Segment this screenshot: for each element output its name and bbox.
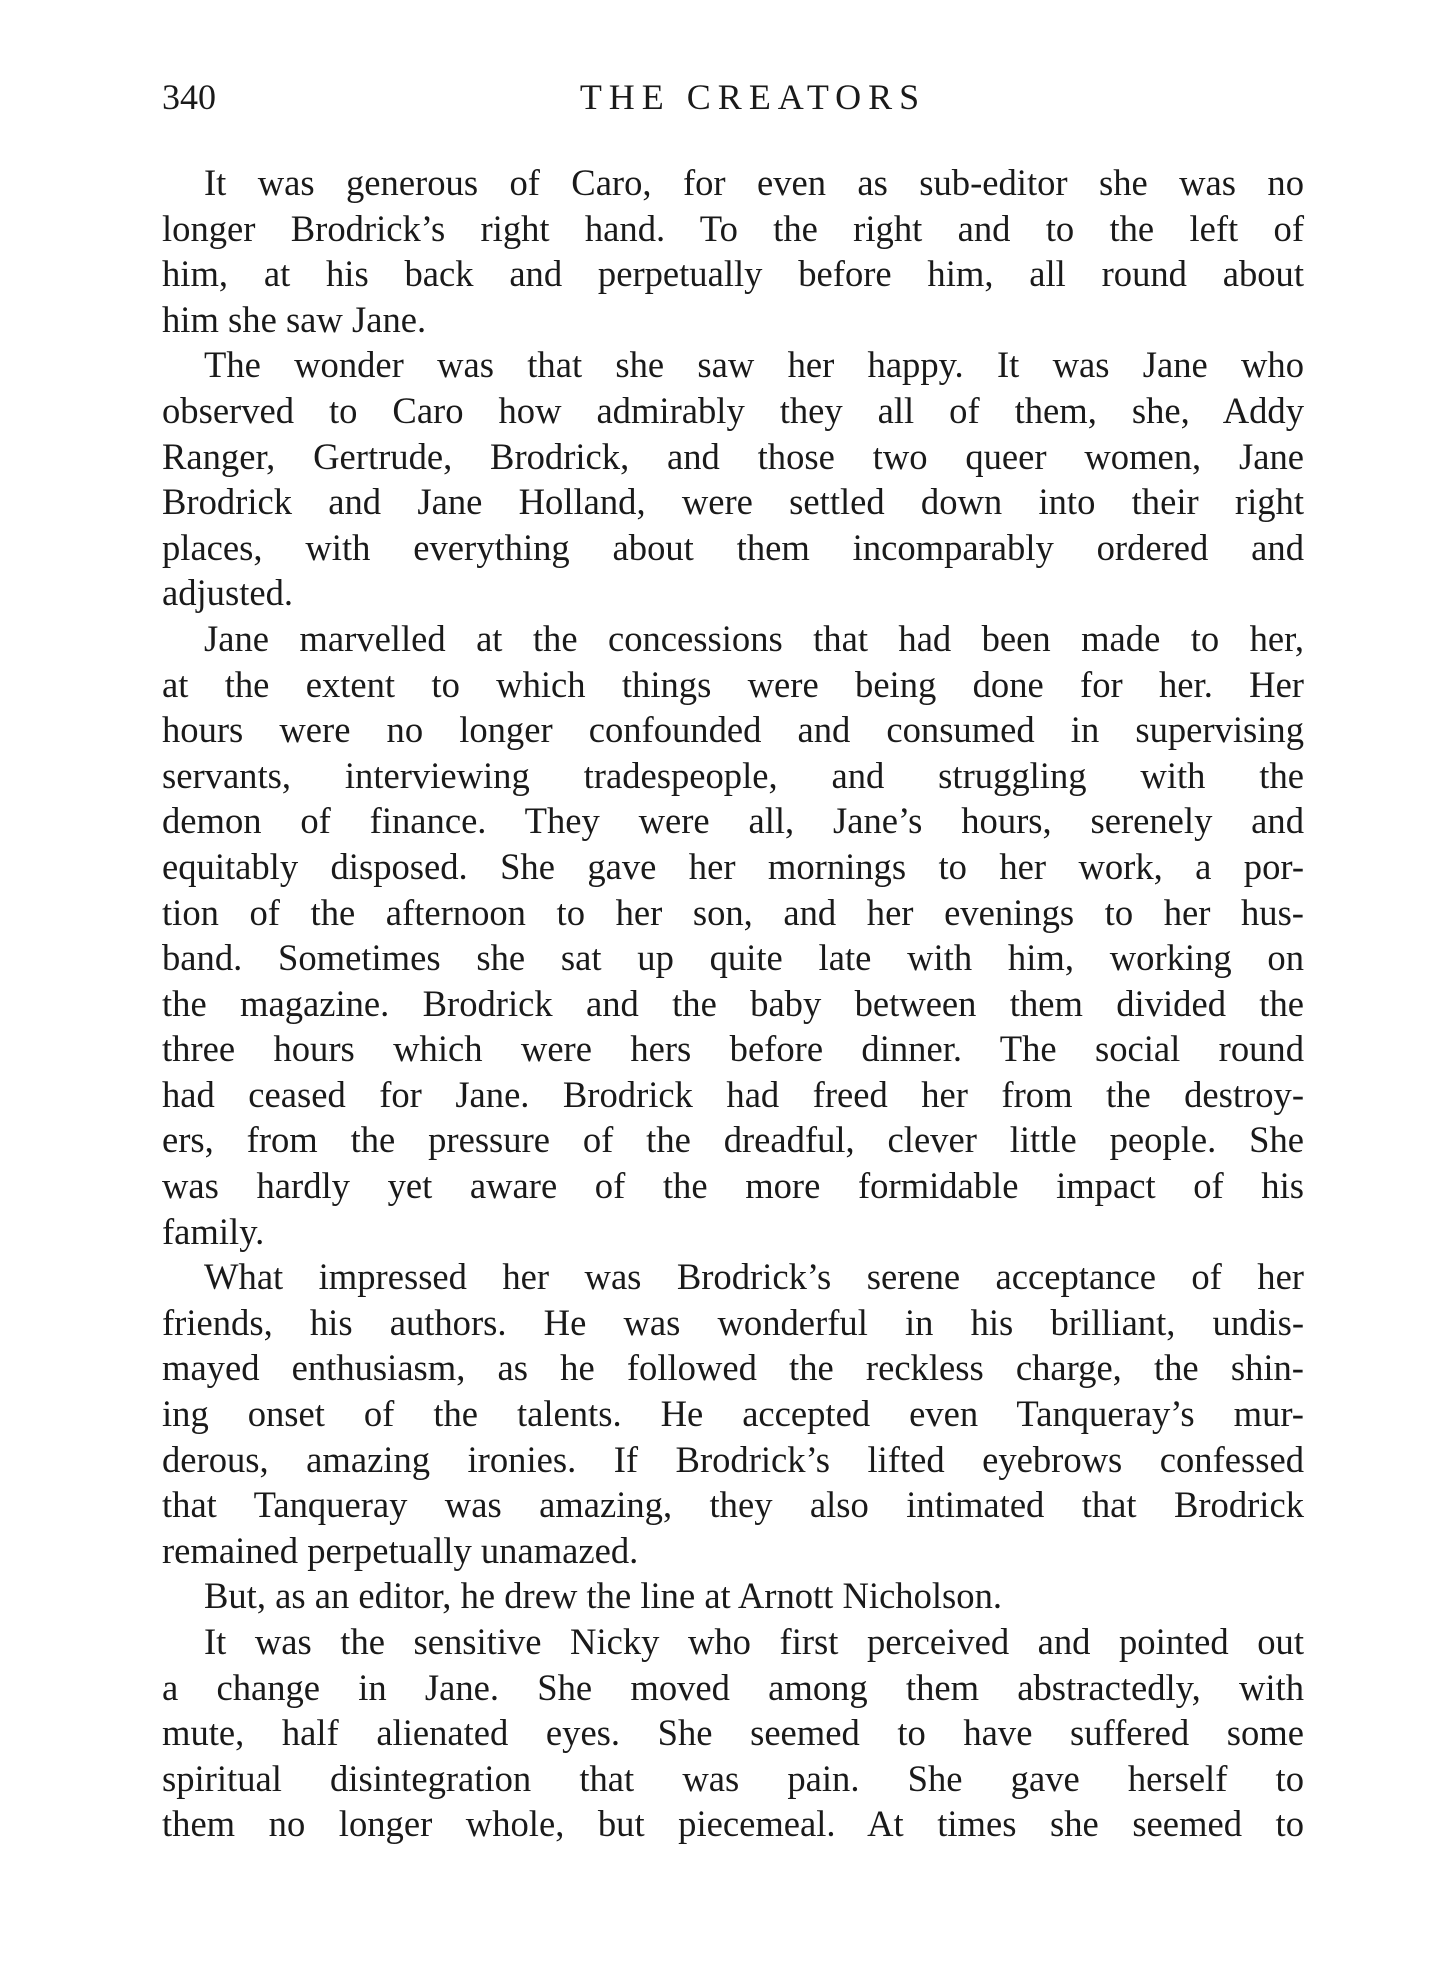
text-line: observed to Caro how admirably they all of them, she, Addy — [162, 389, 1304, 431]
text-line: him she saw Jane. — [162, 298, 427, 340]
text-line: It was the sensitive Nicky who first perceived and pointed out — [204, 1621, 1304, 1662]
running-head — [162, 72, 1304, 122]
text-line: servants, interviewing tradespeople, and struggling with the — [162, 754, 1304, 796]
page-number: 340 — [162, 77, 216, 117]
text-line: friends, his authors. He was wonderful in his brilliant, undis- — [162, 1301, 1304, 1343]
text-line: ing onset of the talents. He accepted even Tanqueray’s mur- — [162, 1393, 1304, 1435]
text-line: mayed enthusiasm, as he followed the reckless charge, the shin- — [162, 1347, 1304, 1389]
text-line: him, at his back and perpetually before him, all round about — [162, 253, 1304, 295]
text-line: longer Brodrick’s right hand. To the right and to the left of — [162, 207, 1304, 249]
text-line: It was generous of Caro, for even as sub-editor she was no — [204, 162, 1304, 203]
text-line: The wonder was that she saw her happy. It was Jane who — [204, 344, 1304, 386]
text-line: was hardly yet aware of the more formidable impact of his — [162, 1165, 1304, 1207]
text-line: places, with everything about them incomparably ordered and — [162, 526, 1304, 568]
text-line: spiritual disintegration that was pain. She gave herself to — [162, 1757, 1304, 1799]
text-line: that Tanqueray was amazing, they also intimated that Brodrick — [162, 1484, 1304, 1526]
text-line: Ranger, Gertrude, Brodrick, and those two queer women, Jane — [162, 435, 1304, 477]
text-line: hours were no longer confounded and consumed in supervising — [162, 709, 1304, 751]
text-line: equitably disposed. She gave her mornings to her work, a por- — [162, 845, 1304, 887]
text-line: derous, amazing ironies. If Brodrick’s lifted eyebrows confessed — [162, 1438, 1304, 1480]
body-text — [162, 160, 1304, 1847]
text-line: What impressed her was Brodrick’s serene acceptance of her — [204, 1256, 1304, 1298]
text-line: band. Sometimes she sat up quite late with him, working on — [162, 937, 1304, 979]
text-line: Jane marvelled at the concessions that had been made to her, — [204, 617, 1304, 659]
text-line: ers, from the pressure of the dreadful, clever little people. She — [162, 1119, 1304, 1161]
text-line: family. — [162, 1210, 265, 1252]
text-line: mute, half alienated eyes. She seemed to have suffered some — [162, 1712, 1304, 1754]
text-line: tion of the afternoon to her son, and her evenings to her hus- — [162, 891, 1304, 933]
text-line: demon of finance. They were all, Jane’s hours, serenely and — [162, 800, 1304, 842]
text-line: a change in Jane. She moved among them abstractedly, with — [162, 1666, 1304, 1708]
text-line: adjusted. — [162, 572, 294, 614]
text-line: them no longer whole, but piecemeal. At times she seemed to — [162, 1803, 1304, 1845]
text-line: remained perpetually unamazed. — [162, 1529, 639, 1571]
text-line: the magazine. Brodrick and the baby between them divided the — [162, 982, 1304, 1024]
text-line: three hours which were hers before dinner. The social round — [162, 1028, 1304, 1070]
text-line: Brodrick and Jane Holland, were settled down into their right — [162, 481, 1304, 523]
running-title: THE CREATORS — [579, 77, 927, 117]
text-line: at the extent to which things were being done for her. Her — [162, 663, 1304, 705]
text-line: But, as an editor, he drew the line at Arnott Nicholson. — [204, 1575, 1003, 1617]
text-line: had ceased for Jane. Brodrick had freed her from the destroy- — [162, 1073, 1304, 1115]
